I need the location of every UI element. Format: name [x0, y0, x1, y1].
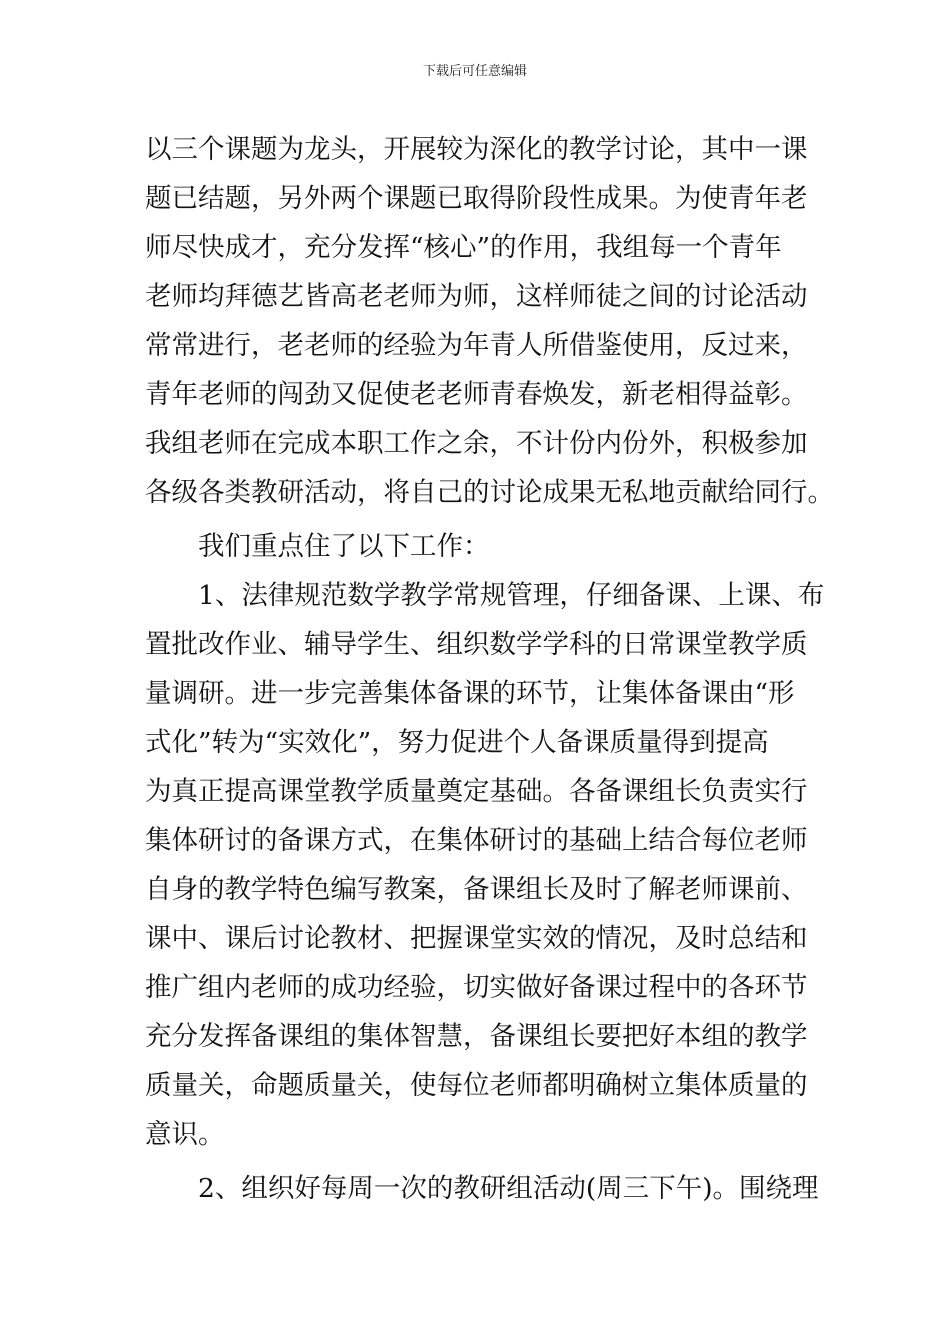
- text-line: 自身的教学特色编写教案，备课组长及时了解老师课前、: [145, 874, 808, 905]
- text-line: 题已结题，另外两个课题已取得阶段性成果。为使青年老: [145, 183, 808, 214]
- text-line: 各级各类教研活动，将自己的讨论成果无私地贡献给同行。: [145, 477, 834, 508]
- text-line: 意识。: [145, 1119, 225, 1150]
- text-line: 量调研。进一步完善集体备课的环节，让集体备课由“形: [145, 678, 795, 709]
- text-line: 推广组内老师的成功经验，切实做好备课过程中的各环节: [145, 972, 808, 1003]
- text-line: 师尽快成才，充分发挥“核心”的作用，我组每一个青年: [145, 232, 782, 263]
- text-line: 为真正提高课堂教学质量奠定基础。各备课组长负责实行: [145, 776, 808, 807]
- text-line: 以三个课题为龙头，开展较为深化的教学讨论，其中一课: [145, 134, 808, 165]
- text-line: 常常进行，老老师的经验为年青人所借鉴使用，反过来，: [145, 330, 808, 361]
- page-header: 下载后可任意编辑: [422, 64, 527, 79]
- text-line: 2、组织好每周一次的教研组活动(周三下午)。围绕理: [198, 1173, 819, 1204]
- text-line: 我们重点住了以下工作：: [198, 531, 490, 562]
- text-line: 1、法律规范数学教学常规管理，仔细备课、上课、布: [198, 580, 825, 611]
- text-line: 式化”转为“实效化”，努力促进个人备课质量得到提高: [145, 727, 769, 758]
- text-line: 置批改作业、辅导学生、组织数学学科的日常课堂教学质: [145, 629, 808, 660]
- text-line: 青年老师的闯劲又促使老老师青春焕发，新老相得益彰。: [145, 379, 808, 410]
- text-line: 老师均拜德艺皆高老老师为师，这样师徒之间的讨论活动: [145, 281, 808, 312]
- text-line: 我组老师在完成本职工作之余，不计份内份外，积极参加: [145, 428, 808, 459]
- text-line: 集体研讨的备课方式，在集体研讨的基础上结合每位老师: [145, 825, 808, 856]
- text-line: 质量关，命题质量关，使每位老师都明确树立集体质量的: [145, 1070, 808, 1101]
- text-line: 充分发挥备课组的集体智慧，备课组长要把好本组的教学: [145, 1021, 808, 1052]
- text-line: 课中、课后讨论教材、把握课堂实效的情况，及时总结和: [145, 923, 808, 954]
